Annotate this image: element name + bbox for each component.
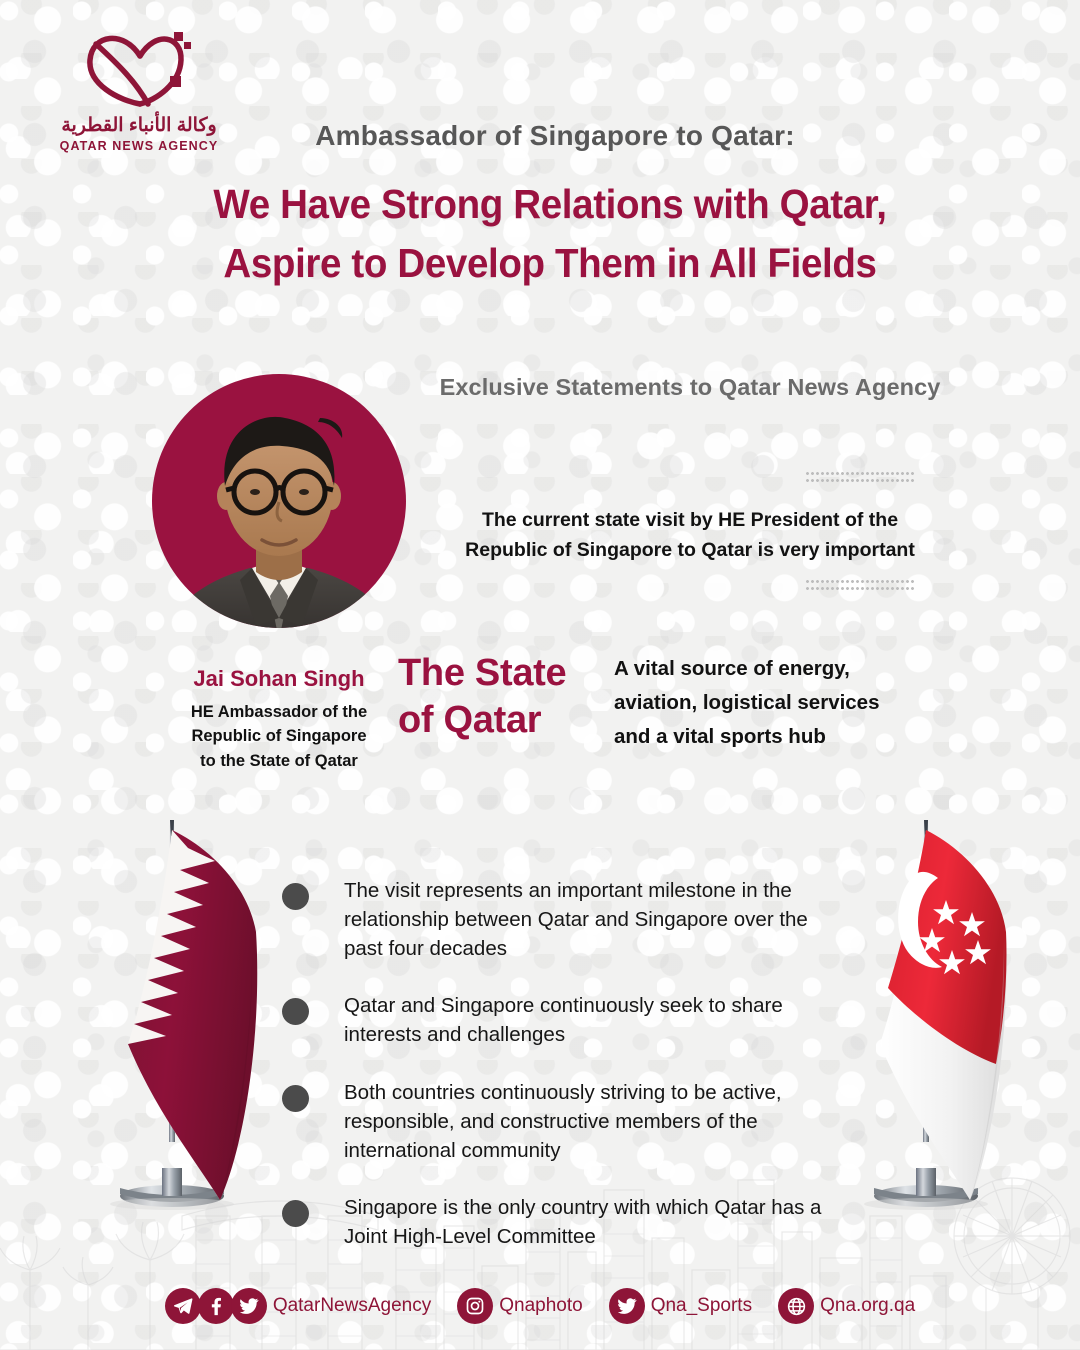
- twitter-icon[interactable]: [231, 1288, 267, 1324]
- headline-line-2: Aspire to Develop Them in All Fields: [223, 239, 877, 286]
- bullet-dot-icon: [282, 1200, 309, 1227]
- social-group-website[interactable]: [778, 1288, 915, 1324]
- bullet-dot-icon: [282, 883, 309, 910]
- pull-quote: [430, 505, 950, 565]
- globe-icon[interactable]: [778, 1288, 814, 1324]
- list-item: [282, 876, 822, 963]
- avatar-circle: [152, 374, 406, 628]
- dotted-divider-top: [805, 472, 915, 485]
- bullet-dot-icon: [282, 1085, 309, 1112]
- state-of-qatar-heading: [398, 650, 598, 744]
- list-item: [282, 1193, 822, 1251]
- social-label-qnasports[interactable]: Qna_Sports: [650, 1295, 753, 1316]
- person-role-line-2: Republic of Singapore: [191, 727, 367, 746]
- person-role-line-3: to the State of Qatar: [200, 751, 358, 770]
- social-group-instagram[interactable]: [457, 1288, 582, 1324]
- telegram-icon[interactable]: [165, 1288, 201, 1324]
- ambassador-photo: [152, 374, 406, 628]
- kicker-text: Ambassador of Singapore to Qatar:: [315, 120, 795, 151]
- state-desc-line-3: and a vital sports hub: [614, 724, 826, 748]
- list-item: [282, 991, 822, 1049]
- social-label-qatarnewsagency[interactable]: QatarNewsAgency: [272, 1295, 432, 1316]
- list-item-text: Singapore is the only country with which Qatar has a Joint High-Level Committee: [344, 1195, 822, 1248]
- instagram-icon[interactable]: [457, 1288, 493, 1324]
- person-role: [150, 700, 408, 773]
- social-label-website[interactable]: Qna.org.qa: [820, 1295, 916, 1316]
- state-desc-line-1: A vital source of energy,: [614, 657, 850, 680]
- avatar: [152, 346, 406, 628]
- state-title-line-1: The State: [398, 652, 567, 694]
- singapore-flag: [838, 812, 1034, 1224]
- state-of-qatar-description: [614, 652, 934, 753]
- headline-line-1: We Have Strong Relations with Qatar,: [213, 181, 887, 227]
- state-title-line-2: of Qatar: [398, 699, 542, 742]
- state-desc-line-2: aviation, logistical services: [614, 690, 880, 714]
- social-group-main[interactable]: [165, 1288, 431, 1324]
- social-label-qnaphoto[interactable]: Qnaphoto: [499, 1295, 583, 1316]
- bullet-dot-icon: [282, 998, 309, 1025]
- list-item: [282, 1078, 822, 1165]
- key-points-list: [282, 876, 822, 1279]
- quote-line-1: The current state visit by HE President of the: [481, 509, 899, 531]
- exclusive-statements-label: Exclusive Statements to Qatar News Agency: [439, 374, 941, 400]
- person-role-line-1: HE Ambassador of the: [190, 703, 368, 721]
- logo-arabic-name: وكالة الأنباء القطرية: [61, 115, 217, 136]
- social-group-qnasports[interactable]: [609, 1288, 752, 1324]
- list-item-text: The visit represents an important milestone in the relationship between Qatar and Singapore over the past four decades: [344, 879, 808, 961]
- list-item-text: Both countries continuously striving to be active, responsible, and constructive members of the international community: [344, 1080, 782, 1162]
- quote-line-2: Republic of Singapore to Qatar is very important: [465, 539, 915, 562]
- dotted-divider-bottom: [805, 580, 915, 593]
- list-item-text: Qatar and Singapore continuously seek to share interests and challenges: [344, 994, 783, 1047]
- twitter-icon[interactable]: [609, 1288, 645, 1324]
- qna-logo-mark: [78, 26, 200, 114]
- logo-english-name: QATAR NEWS AGENCY: [59, 138, 219, 153]
- person-name: Jai Sohan Singh: [193, 666, 365, 691]
- facebook-icon[interactable]: [198, 1288, 234, 1324]
- page-title: [155, 175, 945, 292]
- social-bar: [0, 1288, 1080, 1324]
